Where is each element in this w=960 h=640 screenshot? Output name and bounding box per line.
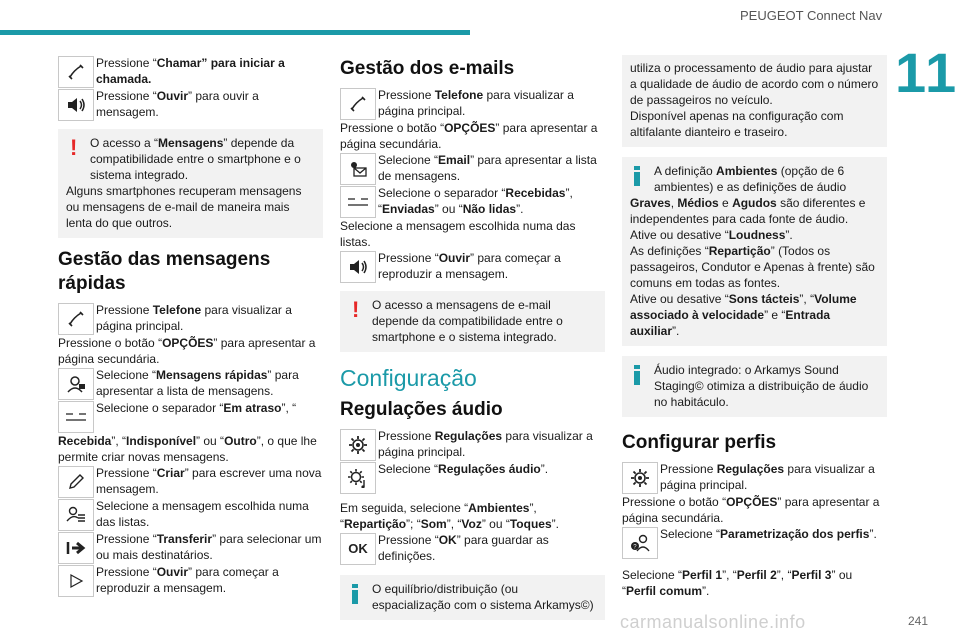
step-text: Pressione “Transferir” para selecionar um ou mais destinatários. <box>96 532 322 562</box>
info-text: utiliza o processamento de áudio para ajustar a qualidade de áudio de acordo com o número de passageiros no veículo. <box>630 61 879 107</box>
contact-message-icon <box>58 368 94 400</box>
step-text: Pressione o botão “OPÇÕES” para apresentar a página secundária. <box>340 121 598 151</box>
step-text: Selecione “Mensagens rápidas” para apresentar a lista de mensagens. <box>96 368 299 398</box>
phone-icon <box>58 303 94 335</box>
column-2 <box>340 55 605 628</box>
step <box>340 87 605 120</box>
step-text-cont: Recebida”, “Indisponível” ou “Outro”, o que lhe permite criar novas mensagens. <box>58 434 317 464</box>
step <box>58 531 323 564</box>
step <box>622 526 887 559</box>
step-listen <box>58 88 323 121</box>
envelope-icon <box>340 153 376 185</box>
step <box>340 185 605 218</box>
step-text: Pressione “Ouvir” para começar a reproduzir a mensagem. <box>96 565 279 595</box>
step-text: Pressione Regulações para visualizar a página principal. <box>660 462 875 492</box>
section-heading-email: Gestão dos e-mails <box>340 58 515 79</box>
tab-separator-icon <box>58 401 94 433</box>
section-title-configuration: Configuração <box>340 365 477 391</box>
step <box>340 461 605 494</box>
step-text: Pressione o botão “OPÇÕES” para apresentar a página secundária. <box>58 336 316 366</box>
step-text: Selecione “Regulações áudio”. <box>378 462 549 476</box>
step <box>340 428 605 461</box>
step-text: Pressione o botão “OPÇÕES” para apresentar a página secundária. <box>622 495 880 525</box>
step-text: Selecione o separador “Recebidas”, “Enviadas” ou “Não lidas”. <box>378 186 573 216</box>
speaker-icon <box>340 251 376 283</box>
step <box>340 250 605 283</box>
step <box>58 400 323 433</box>
info-text: A definição Ambientes (opção de 6 ambientes) e as definições de áudio <box>654 164 847 194</box>
info-box <box>622 157 887 346</box>
warning-text: O acesso a “Mensagens” depende da compatibilidade entre o smartphone e o sistema integrado. <box>90 136 301 182</box>
info-box <box>340 575 605 620</box>
step-text: Pressione Telefone para visualizar a página principal. <box>96 303 292 333</box>
forward-icon <box>58 532 94 564</box>
step-text: Pressione Telefone para visualizar a página principal. <box>378 88 574 118</box>
step <box>58 367 323 400</box>
info-text-distribution: As definições “Repartição” (Todos os passageiros, Condutor e Apenas à frente) são comuns em todas as fontes. <box>630 244 875 290</box>
info-icon <box>634 365 640 385</box>
warning-icon: ! <box>352 297 360 322</box>
info-text-cont: Graves, Médios e Agudos são diferentes e independentes para cada fonte de áudio. <box>630 196 866 226</box>
info-text-toggles: Ative ou desative “Sons tácteis”, “Volume associado à velocidade” e “Entrada auxiliar”. <box>630 292 857 338</box>
step-text: Pressione “Ouvir” para começar a reproduzir a mensagem. <box>378 251 561 281</box>
step-text: Selecione a mensagem escolhida numa das listas. <box>340 219 576 249</box>
info-box <box>622 356 887 417</box>
step-text: Em seguida, selecione “Ambientes”, “Repartição”; “Som”, “Voz” ou “Toques”. <box>340 501 559 531</box>
section-heading-audio: Regulações áudio <box>340 399 503 420</box>
pencil-icon <box>58 466 94 498</box>
step-text: Selecione o separador “Em atraso”, “ <box>96 401 297 415</box>
play-icon <box>58 565 94 597</box>
speaker-icon <box>58 89 94 121</box>
step <box>622 461 887 494</box>
ok-icon: OK <box>340 533 376 565</box>
step-text: Selecione “Email” para apresentar a lista de mensagens. <box>378 153 597 183</box>
header-accent-bar <box>0 30 470 35</box>
info-text: Áudio integrado: o Arkamys Sound Staging© otimiza a distribuição de áudio no habitáculo. <box>654 363 869 409</box>
step-text: Pressione “OK” para guardar as definições. <box>378 533 549 563</box>
step-text: Selecione a mensagem escolhida numa das listas. <box>96 499 309 529</box>
chapter-number: 11 <box>895 41 959 104</box>
warning-icon: ! <box>70 135 78 160</box>
info-icon <box>634 166 640 186</box>
svg-text:?: ? <box>633 544 637 551</box>
profile-icon <box>622 527 658 559</box>
step <box>58 465 323 498</box>
step <box>340 152 605 185</box>
column-3 <box>622 55 887 599</box>
step-text: Selecione “Perfil 1”, “Perfil 2”, “Perfil 3” ou “Perfil comum”. <box>622 568 853 598</box>
phone-icon <box>58 56 94 88</box>
step <box>58 498 323 531</box>
warning-box <box>58 129 323 238</box>
warning-text-2: Alguns smartphones recuperam mensagens ou mensagens de e-mail de maneira mais lenta do que outros. <box>66 184 302 230</box>
phone-icon <box>340 88 376 120</box>
page-number: 241 <box>908 614 929 628</box>
gear-icon <box>622 462 658 494</box>
warning-text: O acesso a mensagens de e-mail depende da compatibilidade entre o smartphone e o sistema integrado. <box>372 298 563 344</box>
info-text-2: Disponível apenas na configuração com altifalante dianteiro e traseiro. <box>630 109 844 139</box>
step <box>340 532 605 565</box>
info-box-continued <box>622 55 887 147</box>
column-1 <box>58 55 323 597</box>
info-icon <box>352 584 358 604</box>
step-text: Pressione “Criar” para escrever uma nova mensagem. <box>96 466 322 496</box>
step-text: Pressione “Chamar” para iniciar a chamada. <box>96 56 285 86</box>
step-call <box>58 55 323 88</box>
gear-icon <box>340 429 376 461</box>
gear-note-icon <box>340 462 376 494</box>
watermark: carmanualsonline.info <box>620 612 806 632</box>
tab-separator-icon <box>340 186 376 218</box>
step-text: Pressione Regulações para visualizar a página principal. <box>378 429 593 459</box>
section-heading-profiles: Configurar perfis <box>622 432 777 453</box>
list-icon <box>58 499 94 531</box>
info-text-loudness: Ative ou desative “Loudness”. <box>630 228 793 242</box>
info-text: O equilíbrio/distribuição (ou espacialização com o sistema Arkamys©) <box>372 582 594 612</box>
step-text: Selecione “Parametrização dos perfis”. <box>660 527 877 541</box>
step <box>58 564 323 597</box>
step <box>58 302 323 335</box>
step-text: Pressione “Ouvir” para ouvir a mensagem. <box>96 89 259 119</box>
section-heading-quick-messages: Gestão das mensagens rápidas <box>58 249 271 294</box>
warning-box <box>340 291 605 352</box>
header-title: PEUGEOT Connect Nav <box>740 8 883 23</box>
